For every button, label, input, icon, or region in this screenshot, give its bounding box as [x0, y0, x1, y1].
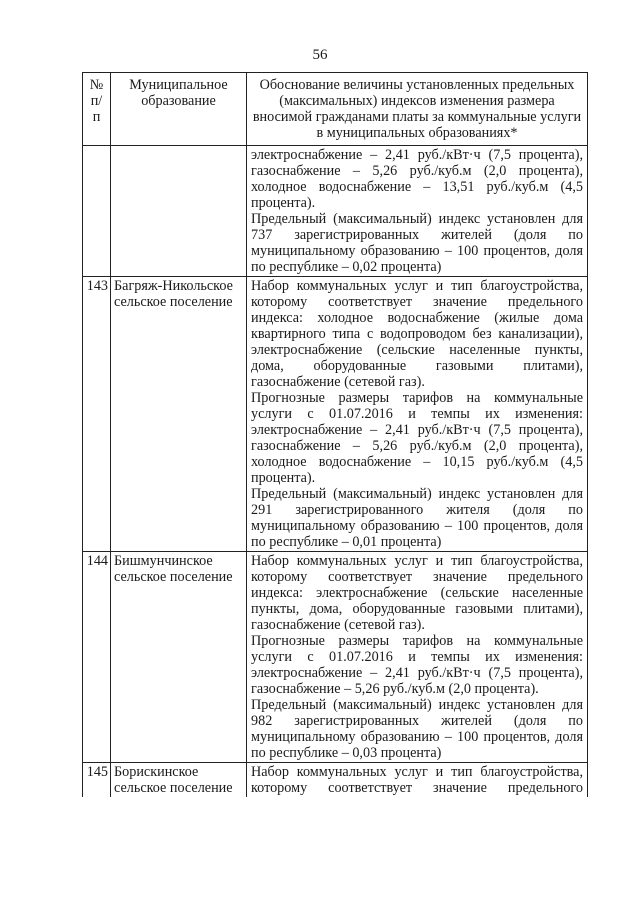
- table-row: [83, 146, 588, 277]
- justification-paragraph: Предельный (максимальный) индекс установлен для 982 зарегистрированных жителей (доля по муниципальному образованию – 100 процентов, доля по республике – 0,03 процента): [251, 697, 583, 761]
- row-justification: [247, 146, 588, 277]
- row-justification: [247, 763, 588, 798]
- row-number: 143: [83, 277, 111, 552]
- table-row: [83, 552, 588, 763]
- tariff-index-table: [82, 72, 588, 797]
- row-justification: [247, 277, 588, 552]
- header-municipality: Муниципальное образование: [111, 73, 247, 146]
- row-number: 144: [83, 552, 111, 763]
- row-municipality: Багряж-Никольское сельское поселение: [111, 277, 247, 552]
- row-municipality: Борискинское сельское поселение: [111, 763, 247, 798]
- row-number: 145: [83, 763, 111, 798]
- justification-paragraph: Набор коммунальных услуг и тип благоустройства, которому соответствует значение предельного: [251, 764, 583, 796]
- table-row: [83, 277, 588, 552]
- row-municipality: [111, 146, 247, 277]
- header-justification: Обоснование величины установленных предельных (максимальных) индексов изменения размера вносимой гражданами платы за коммунальные услуги в муниципальных образованиях*: [247, 73, 588, 146]
- row-justification: [247, 552, 588, 763]
- justification-paragraph: Предельный (максимальный) индекс установлен для 737 зарегистрированных жителей (доля по муниципальному образованию – 100 процентов, доля по республике – 0,02 процента): [251, 211, 583, 275]
- table-header-row: [83, 73, 588, 146]
- row-number: [83, 146, 111, 277]
- page-number: 56: [312, 47, 328, 63]
- justification-paragraph: Прогнозные размеры тарифов на коммунальные услуги с 01.07.2016 и темпы их изменения: электроснабжение – 2,41 руб./кВт·ч (7,5 процента), газоснабжение – 5,26 руб./куб.м (2,0 процента), холодное водоснабжение – 10,15 руб./куб.м (4,5 процента).: [251, 390, 583, 486]
- justification-paragraph: электроснабжение – 2,41 руб./кВт·ч (7,5 процента), газоснабжение – 5,26 руб./куб.м (2,0 процента), холодное водоснабжение – 13,51 руб./куб.м (4,5 процента).: [251, 147, 583, 211]
- justification-paragraph: Предельный (максимальный) индекс установлен для 291 зарегистрированного жителя (доля по муниципальному образованию – 100 процентов, доля по республике – 0,01 процента): [251, 486, 583, 550]
- header-number: № п/п: [83, 73, 111, 146]
- table-row: [83, 763, 588, 798]
- justification-paragraph: Набор коммунальных услуг и тип благоустройства, которому соответствует значение предельного индекса: электроснабжение (сельские населенные пункты, дома, оборудованные газовыми плитами), газоснабжение (сетевой газ).: [251, 553, 583, 633]
- justification-paragraph: Прогнозные размеры тарифов на коммунальные услуги с 01.07.2016 и темпы их изменения: электроснабжение – 2,41 руб./кВт·ч (7,5 процента), газоснабжение – 5,26 руб./куб.м (2,0 процента).: [251, 633, 583, 697]
- justification-paragraph: Набор коммунальных услуг и тип благоустройства, которому соответствует значение предельного индекса: холодное водоснабжение (жилые дома квартирного типа с водопроводом без канализации), электроснабжение (сельские населенные пункты, дома, оборудованные газовыми плитами), газоснабжение (сетевой газ).: [251, 278, 583, 390]
- row-municipality: Бишмунчинское сельское поселение: [111, 552, 247, 763]
